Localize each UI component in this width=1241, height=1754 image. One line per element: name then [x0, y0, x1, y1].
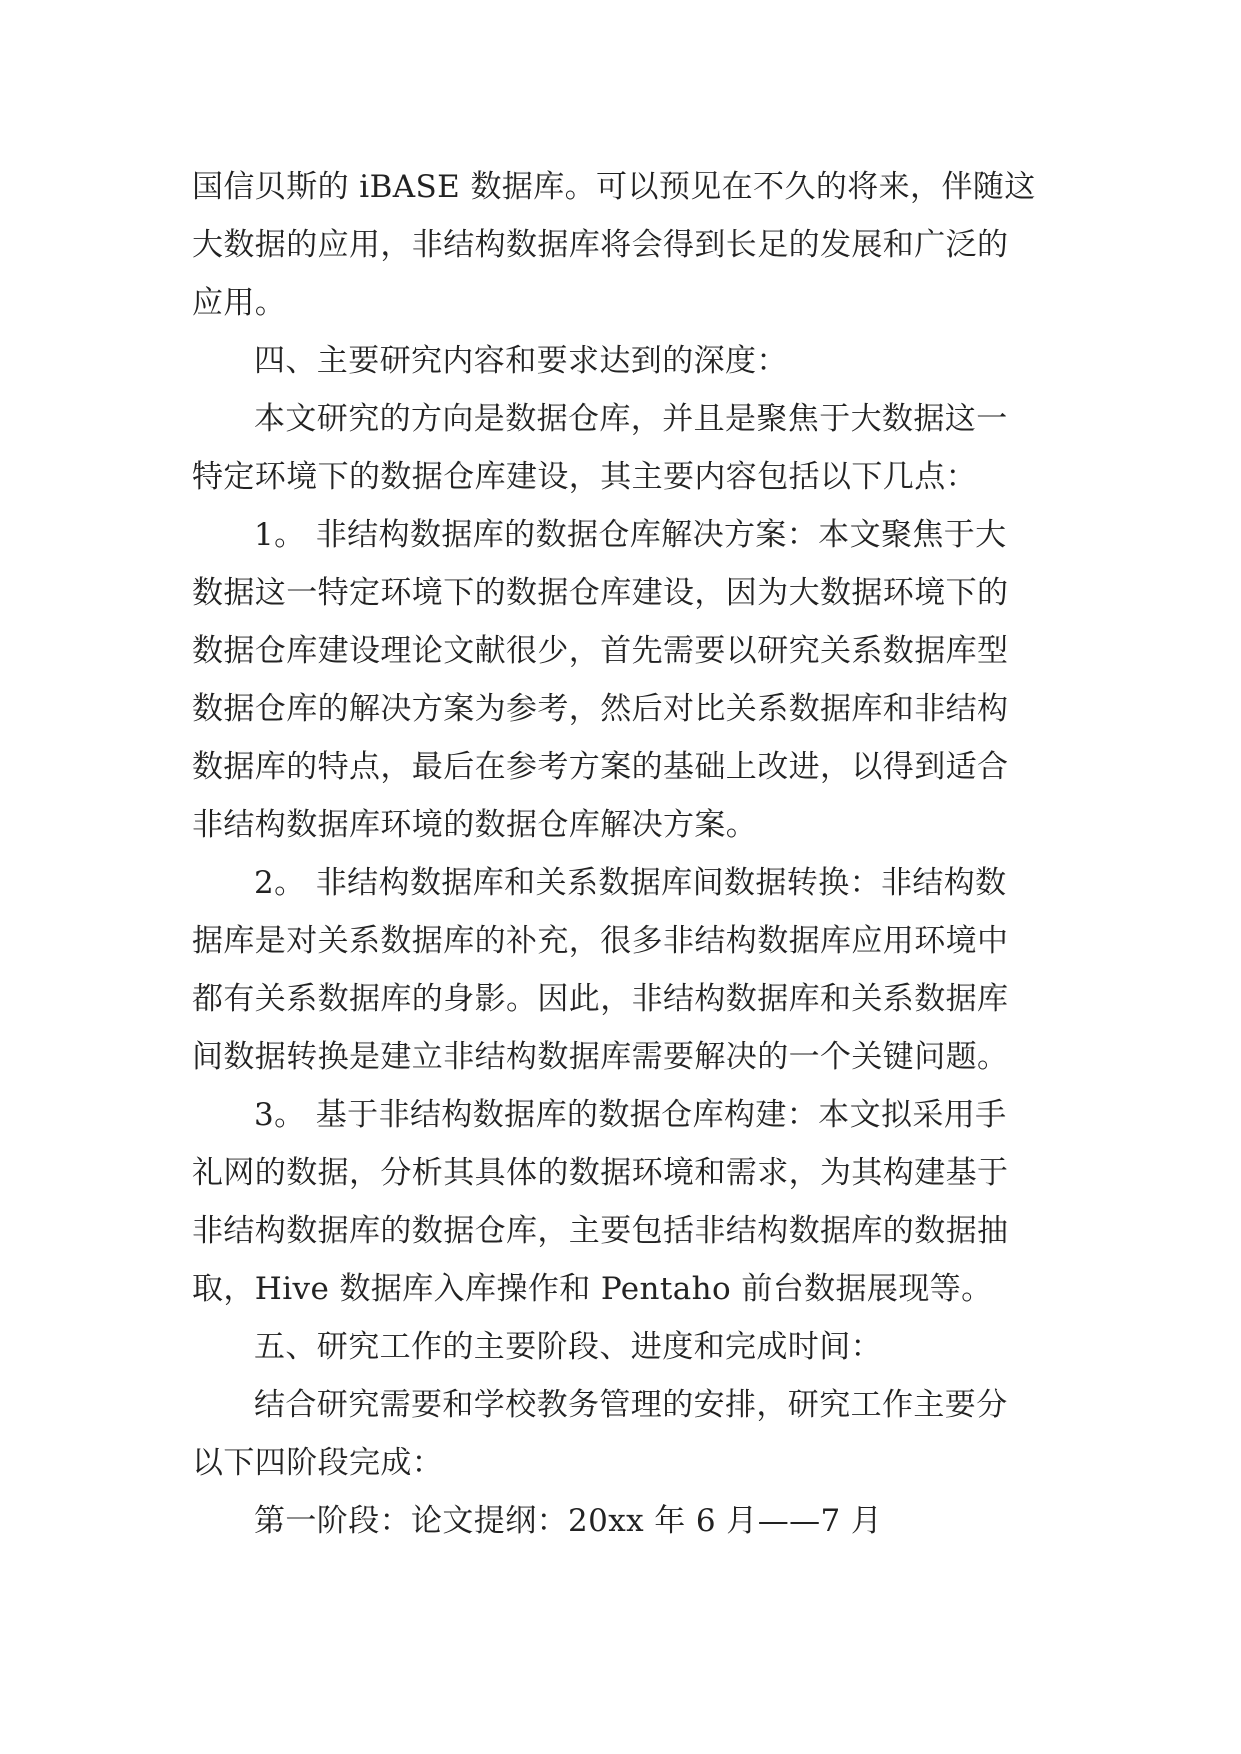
- text-line-5: 本文研究的方向是数据仓库，并且是聚焦于大数据这一: [254, 401, 1008, 437]
- text-line-15: 都有关系数据库的身影。因此，非结构数据库和关系数据库: [192, 981, 1009, 1017]
- list-item-3-start: 3。 基于非结构数据库的数据仓库构建：本文拟采用手: [254, 1097, 1007, 1133]
- document-body: [192, 158, 1052, 1550]
- text-line-14: 据库是对关系数据库的补充，很多非结构数据库应用环境中: [192, 923, 1009, 959]
- text-line-12: 非结构数据库环境的数据仓库解决方案。: [192, 807, 758, 843]
- text-line-20: 取，Hive 数据库入库操作和 Pentaho 前台数据展现等。: [192, 1271, 993, 1307]
- text-line-3: 应用。: [192, 285, 287, 321]
- section-heading-five: 五、研究工作的主要阶段、进度和完成时间：: [254, 1329, 882, 1365]
- text-line-1: 国信贝斯的 iBASE 数据库。可以预见在不久的将来，伴随这: [192, 169, 1036, 205]
- text-line-11: 数据库的特点，最后在参考方案的基础上改进，以得到适合: [192, 749, 1009, 785]
- text-line-9: 数据仓库建设理论文献很少，首先需要以研究关系数据库型: [192, 633, 1009, 669]
- text-line-16: 间数据转换是建立非结构数据库需要解决的一个关键问题。: [192, 1039, 1009, 1075]
- list-item-2-start: 2。 非结构数据库和关系数据库间数据转换：非结构数: [254, 865, 1007, 901]
- text-line-8: 数据这一特定环境下的数据仓库建设，因为大数据环境下的: [192, 575, 1009, 611]
- stage-one-line: 第一阶段：论文提纲：20xx 年 6 月——7 月: [254, 1503, 883, 1539]
- text-line-19: 非结构数据库的数据仓库，主要包括非结构数据库的数据抽: [192, 1213, 1009, 1249]
- text-line-22: 结合研究需要和学校教务管理的安排，研究工作主要分: [254, 1387, 1008, 1423]
- text-line-2: 大数据的应用，非结构数据库将会得到长足的发展和广泛的: [192, 227, 1009, 263]
- text-line-6: 特定环境下的数据仓库建设，其主要内容包括以下几点：: [192, 459, 977, 495]
- text-line-23: 以下四阶段完成：: [192, 1445, 444, 1481]
- text-line-10: 数据仓库的解决方案为参考，然后对比关系数据库和非结构: [192, 691, 1009, 727]
- section-heading-four: 四、主要研究内容和要求达到的深度：: [254, 343, 788, 379]
- text-line-18: 礼网的数据，分析其具体的数据环境和需求，为其构建基于: [192, 1155, 1009, 1191]
- list-item-1-start: 1。 非结构数据库的数据仓库解决方案：本文聚焦于大: [254, 517, 1007, 553]
